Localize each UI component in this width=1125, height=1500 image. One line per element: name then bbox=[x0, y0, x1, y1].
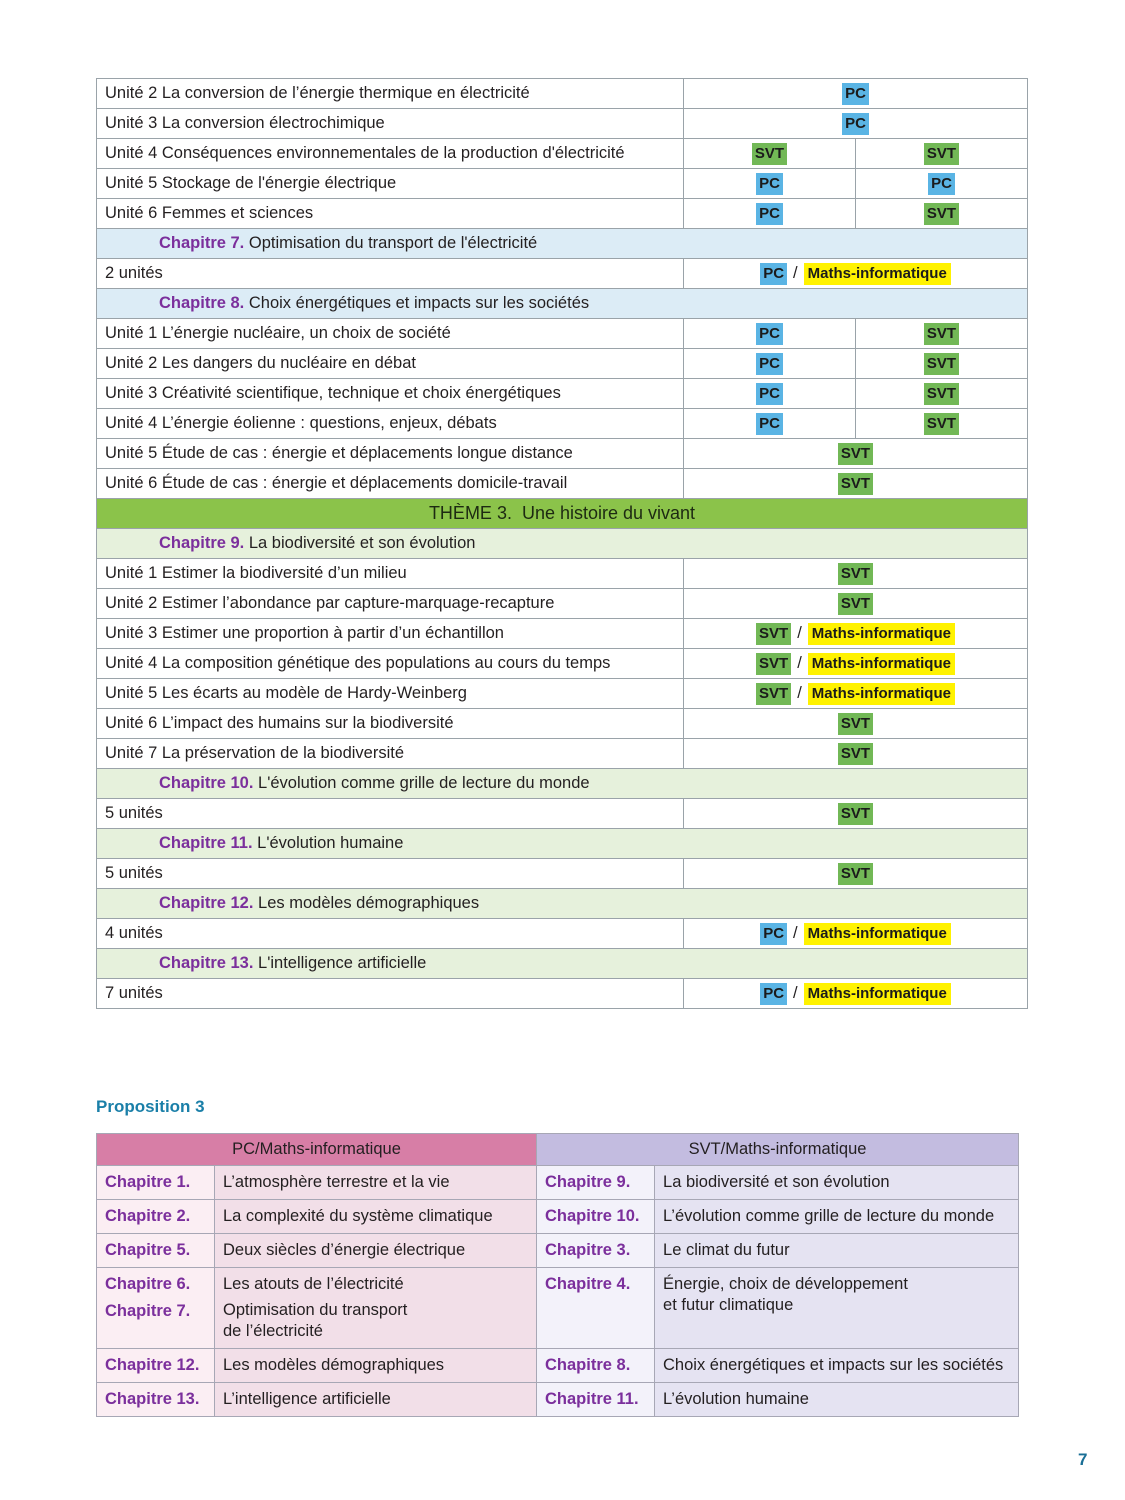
separator: / bbox=[793, 923, 798, 942]
unit-label: Unité 7 La préservation de la biodiversité bbox=[97, 739, 684, 769]
right-chapter-number: Chapitre 4. bbox=[537, 1268, 655, 1349]
proposition-row bbox=[97, 1166, 1019, 1200]
unit-row bbox=[97, 799, 1028, 829]
maths-tag: Maths-informatique bbox=[808, 623, 955, 645]
theme-title: Une histoire du vivant bbox=[521, 503, 696, 523]
svt-tag: SVT bbox=[838, 473, 873, 495]
svt-tag: SVT bbox=[924, 203, 959, 225]
subject-cell bbox=[684, 79, 1028, 109]
header-svt-maths: SVT/Maths-informatique bbox=[537, 1134, 1019, 1166]
left-chapter-cell bbox=[97, 1166, 215, 1200]
svt-tag: SVT bbox=[924, 323, 959, 345]
left-chapter-cell bbox=[97, 1349, 215, 1383]
chapter-title: L'évolution humaine bbox=[257, 834, 404, 852]
subject-cell bbox=[684, 169, 856, 199]
subject-cell bbox=[684, 859, 1028, 889]
unit-label: Unité 5 Stockage de l'énergie électrique bbox=[97, 169, 684, 199]
subject-cell bbox=[856, 409, 1028, 439]
svt-tag: SVT bbox=[924, 383, 959, 405]
pc-tag: PC bbox=[756, 413, 783, 435]
unit-row bbox=[97, 319, 1028, 349]
unit-label: Unité 4 La composition génétique des populations au cours du temps bbox=[97, 649, 684, 679]
chapter-number: Chapitre 11. bbox=[159, 834, 253, 852]
subject-cell bbox=[684, 619, 1028, 649]
unit-row bbox=[97, 379, 1028, 409]
right-chapter-number: Chapitre 10. bbox=[537, 1200, 655, 1234]
unit-row bbox=[97, 169, 1028, 199]
right-chapter-number: Chapitre 11. bbox=[537, 1383, 655, 1417]
right-chapter-title: Choix énergétiques et impacts sur les sociétés bbox=[655, 1349, 1019, 1383]
right-chapter-title: Le climat du futur bbox=[655, 1234, 1019, 1268]
pc-tag: PC bbox=[842, 83, 869, 105]
subject-cell bbox=[684, 319, 856, 349]
right-chapter-title: L’évolution humaine bbox=[655, 1383, 1019, 1417]
right-chapter-title: La biodiversité et son évolution bbox=[655, 1166, 1019, 1200]
unit-row bbox=[97, 919, 1028, 949]
separator: / bbox=[797, 623, 802, 642]
pc-tag: PC bbox=[756, 173, 783, 195]
proposition-row bbox=[97, 1200, 1019, 1234]
svt-tag: SVT bbox=[838, 563, 873, 585]
svt-tag: SVT bbox=[924, 353, 959, 375]
chapter-title: L'évolution comme grille de lecture du monde bbox=[258, 774, 590, 792]
right-chapter-number: Chapitre 8. bbox=[537, 1349, 655, 1383]
subject-cell bbox=[684, 259, 1028, 289]
unit-row bbox=[97, 439, 1028, 469]
proposition-row bbox=[97, 1234, 1019, 1268]
unit-row bbox=[97, 349, 1028, 379]
chapter-number: Chapitre 8. bbox=[159, 294, 245, 312]
subject-cell bbox=[856, 379, 1028, 409]
subject-cell bbox=[684, 799, 1028, 829]
right-chapter-number: Chapitre 3. bbox=[537, 1234, 655, 1268]
unit-row bbox=[97, 649, 1028, 679]
unit-row bbox=[97, 979, 1028, 1009]
chapter-number: Chapitre 7. bbox=[159, 234, 245, 252]
separator: / bbox=[793, 983, 798, 1002]
unit-label: 5 unités bbox=[97, 859, 684, 889]
svt-tag: SVT bbox=[838, 593, 873, 615]
proposition-row bbox=[97, 1349, 1019, 1383]
subject-cell bbox=[684, 139, 856, 169]
chapter-number: Chapitre 12. bbox=[159, 894, 254, 912]
theme-row bbox=[97, 499, 1028, 529]
chapter-number: Chapitre 2. bbox=[105, 1207, 191, 1225]
subject-cell bbox=[684, 559, 1028, 589]
left-title-cell bbox=[215, 1383, 537, 1417]
unit-label: Unité 3 Créativité scientifique, technique et choix énergétiques bbox=[97, 379, 684, 409]
chapter-row bbox=[97, 829, 1028, 859]
unit-label: Unité 2 La conversion de l’énergie thermique en électricité bbox=[97, 79, 684, 109]
chapter-title: La complexité du système climatique bbox=[223, 1207, 493, 1225]
pc-tag: PC bbox=[928, 173, 955, 195]
unit-label: Unité 3 Estimer une proportion à partir d’un échantillon bbox=[97, 619, 684, 649]
chapter-title: Les modèles démographiques bbox=[223, 1356, 445, 1374]
header-pc-maths: PC/Maths-informatique bbox=[97, 1134, 537, 1166]
left-chapter-cell bbox=[97, 1234, 215, 1268]
pc-tag: PC bbox=[756, 353, 783, 375]
subject-cell bbox=[684, 979, 1028, 1009]
chapter-title: L’atmosphère terrestre et la vie bbox=[223, 1173, 450, 1191]
left-chapter-cell bbox=[97, 1268, 215, 1349]
pc-tag: PC bbox=[842, 113, 869, 135]
proposition-row bbox=[97, 1383, 1019, 1417]
theme-number: THÈME 3. bbox=[428, 503, 512, 523]
unit-row bbox=[97, 199, 1028, 229]
unit-row bbox=[97, 469, 1028, 499]
chapter-number: Chapitre 10. bbox=[159, 774, 254, 792]
subject-cell bbox=[684, 469, 1028, 499]
right-chapter-title: Énergie, choix de développement et futur climatique bbox=[655, 1268, 1019, 1349]
allocation-table bbox=[96, 78, 1028, 1009]
chapter-number: Chapitre 6. bbox=[105, 1275, 191, 1293]
unit-label: Unité 2 Les dangers du nucléaire en débat bbox=[97, 349, 684, 379]
left-chapter-cell bbox=[97, 1383, 215, 1417]
theme-cell bbox=[97, 499, 1028, 529]
unit-row bbox=[97, 589, 1028, 619]
unit-label: 7 unités bbox=[97, 979, 684, 1009]
chapter-cell bbox=[97, 829, 1028, 859]
pc-tag: PC bbox=[756, 383, 783, 405]
unit-row bbox=[97, 859, 1028, 889]
subject-cell bbox=[684, 919, 1028, 949]
unit-row bbox=[97, 139, 1028, 169]
subject-cell bbox=[684, 439, 1028, 469]
chapter-number: Chapitre 13. bbox=[105, 1390, 200, 1408]
unit-row bbox=[97, 679, 1028, 709]
subject-cell bbox=[856, 199, 1028, 229]
unit-label: Unité 6 Femmes et sciences bbox=[97, 199, 684, 229]
subject-cell bbox=[684, 379, 856, 409]
svt-tag: SVT bbox=[756, 683, 791, 705]
subject-cell bbox=[856, 139, 1028, 169]
unit-label: 2 unités bbox=[97, 259, 684, 289]
chapter-row bbox=[97, 769, 1028, 799]
svt-tag: SVT bbox=[924, 413, 959, 435]
subject-cell bbox=[684, 739, 1028, 769]
unit-row bbox=[97, 259, 1028, 289]
maths-tag: Maths-informatique bbox=[808, 683, 955, 705]
subject-cell bbox=[684, 679, 1028, 709]
page-number: 7 bbox=[1078, 1450, 1088, 1469]
proposition-row bbox=[97, 1268, 1019, 1349]
unit-label: Unité 4 L’énergie éolienne : questions, enjeux, débats bbox=[97, 409, 684, 439]
chapter-cell bbox=[97, 229, 1028, 259]
subject-cell bbox=[856, 169, 1028, 199]
maths-tag: Maths-informatique bbox=[804, 263, 951, 285]
chapter-row bbox=[97, 289, 1028, 319]
chapter-title: Les modèles démographiques bbox=[258, 894, 480, 912]
chapter-cell bbox=[97, 529, 1028, 559]
unit-row bbox=[97, 619, 1028, 649]
chapter-row bbox=[97, 229, 1028, 259]
subject-cell bbox=[684, 649, 1028, 679]
subject-cell bbox=[684, 709, 1028, 739]
pc-tag: PC bbox=[756, 323, 783, 345]
maths-tag: Maths-informatique bbox=[808, 653, 955, 675]
chapter-number: Chapitre 1. bbox=[105, 1173, 191, 1191]
svt-tag: SVT bbox=[924, 143, 959, 165]
chapter-title: La biodiversité et son évolution bbox=[248, 534, 476, 552]
unit-row bbox=[97, 109, 1028, 139]
chapter-title: L’intelligence artificielle bbox=[223, 1390, 391, 1408]
unit-label: Unité 3 La conversion électrochimique bbox=[97, 109, 684, 139]
chapter-title: Optimisation du transport de l’électricité bbox=[223, 1301, 408, 1340]
chapter-title: Les atouts de l’électricité bbox=[223, 1275, 404, 1293]
pc-tag: PC bbox=[756, 203, 783, 225]
unit-label: Unité 6 Étude de cas : énergie et déplacements domicile-travail bbox=[97, 469, 684, 499]
subject-cell bbox=[856, 319, 1028, 349]
right-chapter-title: L’évolution comme grille de lecture du monde bbox=[655, 1200, 1019, 1234]
proposition-title: Proposition 3 bbox=[96, 1097, 205, 1116]
svt-tag: SVT bbox=[838, 443, 873, 465]
chapter-number: Chapitre 9. bbox=[159, 534, 245, 552]
unit-label: 4 unités bbox=[97, 919, 684, 949]
maths-tag: Maths-informatique bbox=[804, 923, 951, 945]
svt-tag: SVT bbox=[838, 863, 873, 885]
unit-label: Unité 5 Étude de cas : énergie et déplacements longue distance bbox=[97, 439, 684, 469]
unit-label: Unité 2 Estimer l’abondance par capture-marquage-recapture bbox=[97, 589, 684, 619]
left-title-cell bbox=[215, 1234, 537, 1268]
svt-tag: SVT bbox=[752, 143, 787, 165]
left-title-cell bbox=[215, 1200, 537, 1234]
left-chapter-cell bbox=[97, 1200, 215, 1234]
unit-label: Unité 4 Conséquences environnementales de la production d'électricité bbox=[97, 139, 684, 169]
separator: / bbox=[793, 263, 798, 282]
chapter-title: Deux siècles d’énergie électrique bbox=[223, 1241, 466, 1259]
left-title-cell bbox=[215, 1166, 537, 1200]
chapter-row bbox=[97, 949, 1028, 979]
chapter-title: Choix énergétiques et impacts sur les sociétés bbox=[248, 294, 590, 312]
chapter-cell bbox=[97, 769, 1028, 799]
svt-tag: SVT bbox=[756, 623, 791, 645]
svt-tag: SVT bbox=[756, 653, 791, 675]
unit-label: 5 unités bbox=[97, 799, 684, 829]
chapter-cell bbox=[97, 949, 1028, 979]
unit-row bbox=[97, 79, 1028, 109]
svt-tag: SVT bbox=[838, 743, 873, 765]
chapter-cell bbox=[97, 889, 1028, 919]
left-title-cell bbox=[215, 1268, 537, 1349]
separator: / bbox=[797, 683, 802, 702]
unit-row bbox=[97, 559, 1028, 589]
chapter-row bbox=[97, 889, 1028, 919]
maths-tag: Maths-informatique bbox=[804, 983, 951, 1005]
chapter-title: L'intelligence artificielle bbox=[258, 954, 427, 972]
pc-tag: PC bbox=[760, 263, 787, 285]
svt-tag: SVT bbox=[838, 803, 873, 825]
chapter-number: Chapitre 7. bbox=[105, 1302, 191, 1320]
unit-row bbox=[97, 739, 1028, 769]
chapter-number: Chapitre 5. bbox=[105, 1241, 191, 1259]
unit-row bbox=[97, 409, 1028, 439]
unit-row bbox=[97, 709, 1028, 739]
right-chapter-number: Chapitre 9. bbox=[537, 1166, 655, 1200]
pc-tag: PC bbox=[760, 923, 787, 945]
chapter-number: Chapitre 13. bbox=[159, 954, 254, 972]
chapter-row bbox=[97, 529, 1028, 559]
separator: / bbox=[797, 653, 802, 672]
unit-label: Unité 5 Les écarts au modèle de Hardy-Weinberg bbox=[97, 679, 684, 709]
subject-cell bbox=[684, 109, 1028, 139]
subject-cell bbox=[684, 589, 1028, 619]
subject-cell bbox=[684, 199, 856, 229]
pc-tag: PC bbox=[760, 983, 787, 1005]
unit-label: Unité 1 Estimer la biodiversité d’un milieu bbox=[97, 559, 684, 589]
unit-label: Unité 6 L’impact des humains sur la biodiversité bbox=[97, 709, 684, 739]
left-title-cell bbox=[215, 1349, 537, 1383]
proposition-table bbox=[96, 1133, 1019, 1417]
subject-cell bbox=[684, 409, 856, 439]
svt-tag: SVT bbox=[838, 713, 873, 735]
chapter-title: Optimisation du transport de l'électricité bbox=[248, 234, 538, 252]
chapter-cell bbox=[97, 289, 1028, 319]
unit-label: Unité 1 L’énergie nucléaire, un choix de société bbox=[97, 319, 684, 349]
subject-cell bbox=[684, 349, 856, 379]
chapter-number: Chapitre 12. bbox=[105, 1356, 200, 1374]
subject-cell bbox=[856, 349, 1028, 379]
